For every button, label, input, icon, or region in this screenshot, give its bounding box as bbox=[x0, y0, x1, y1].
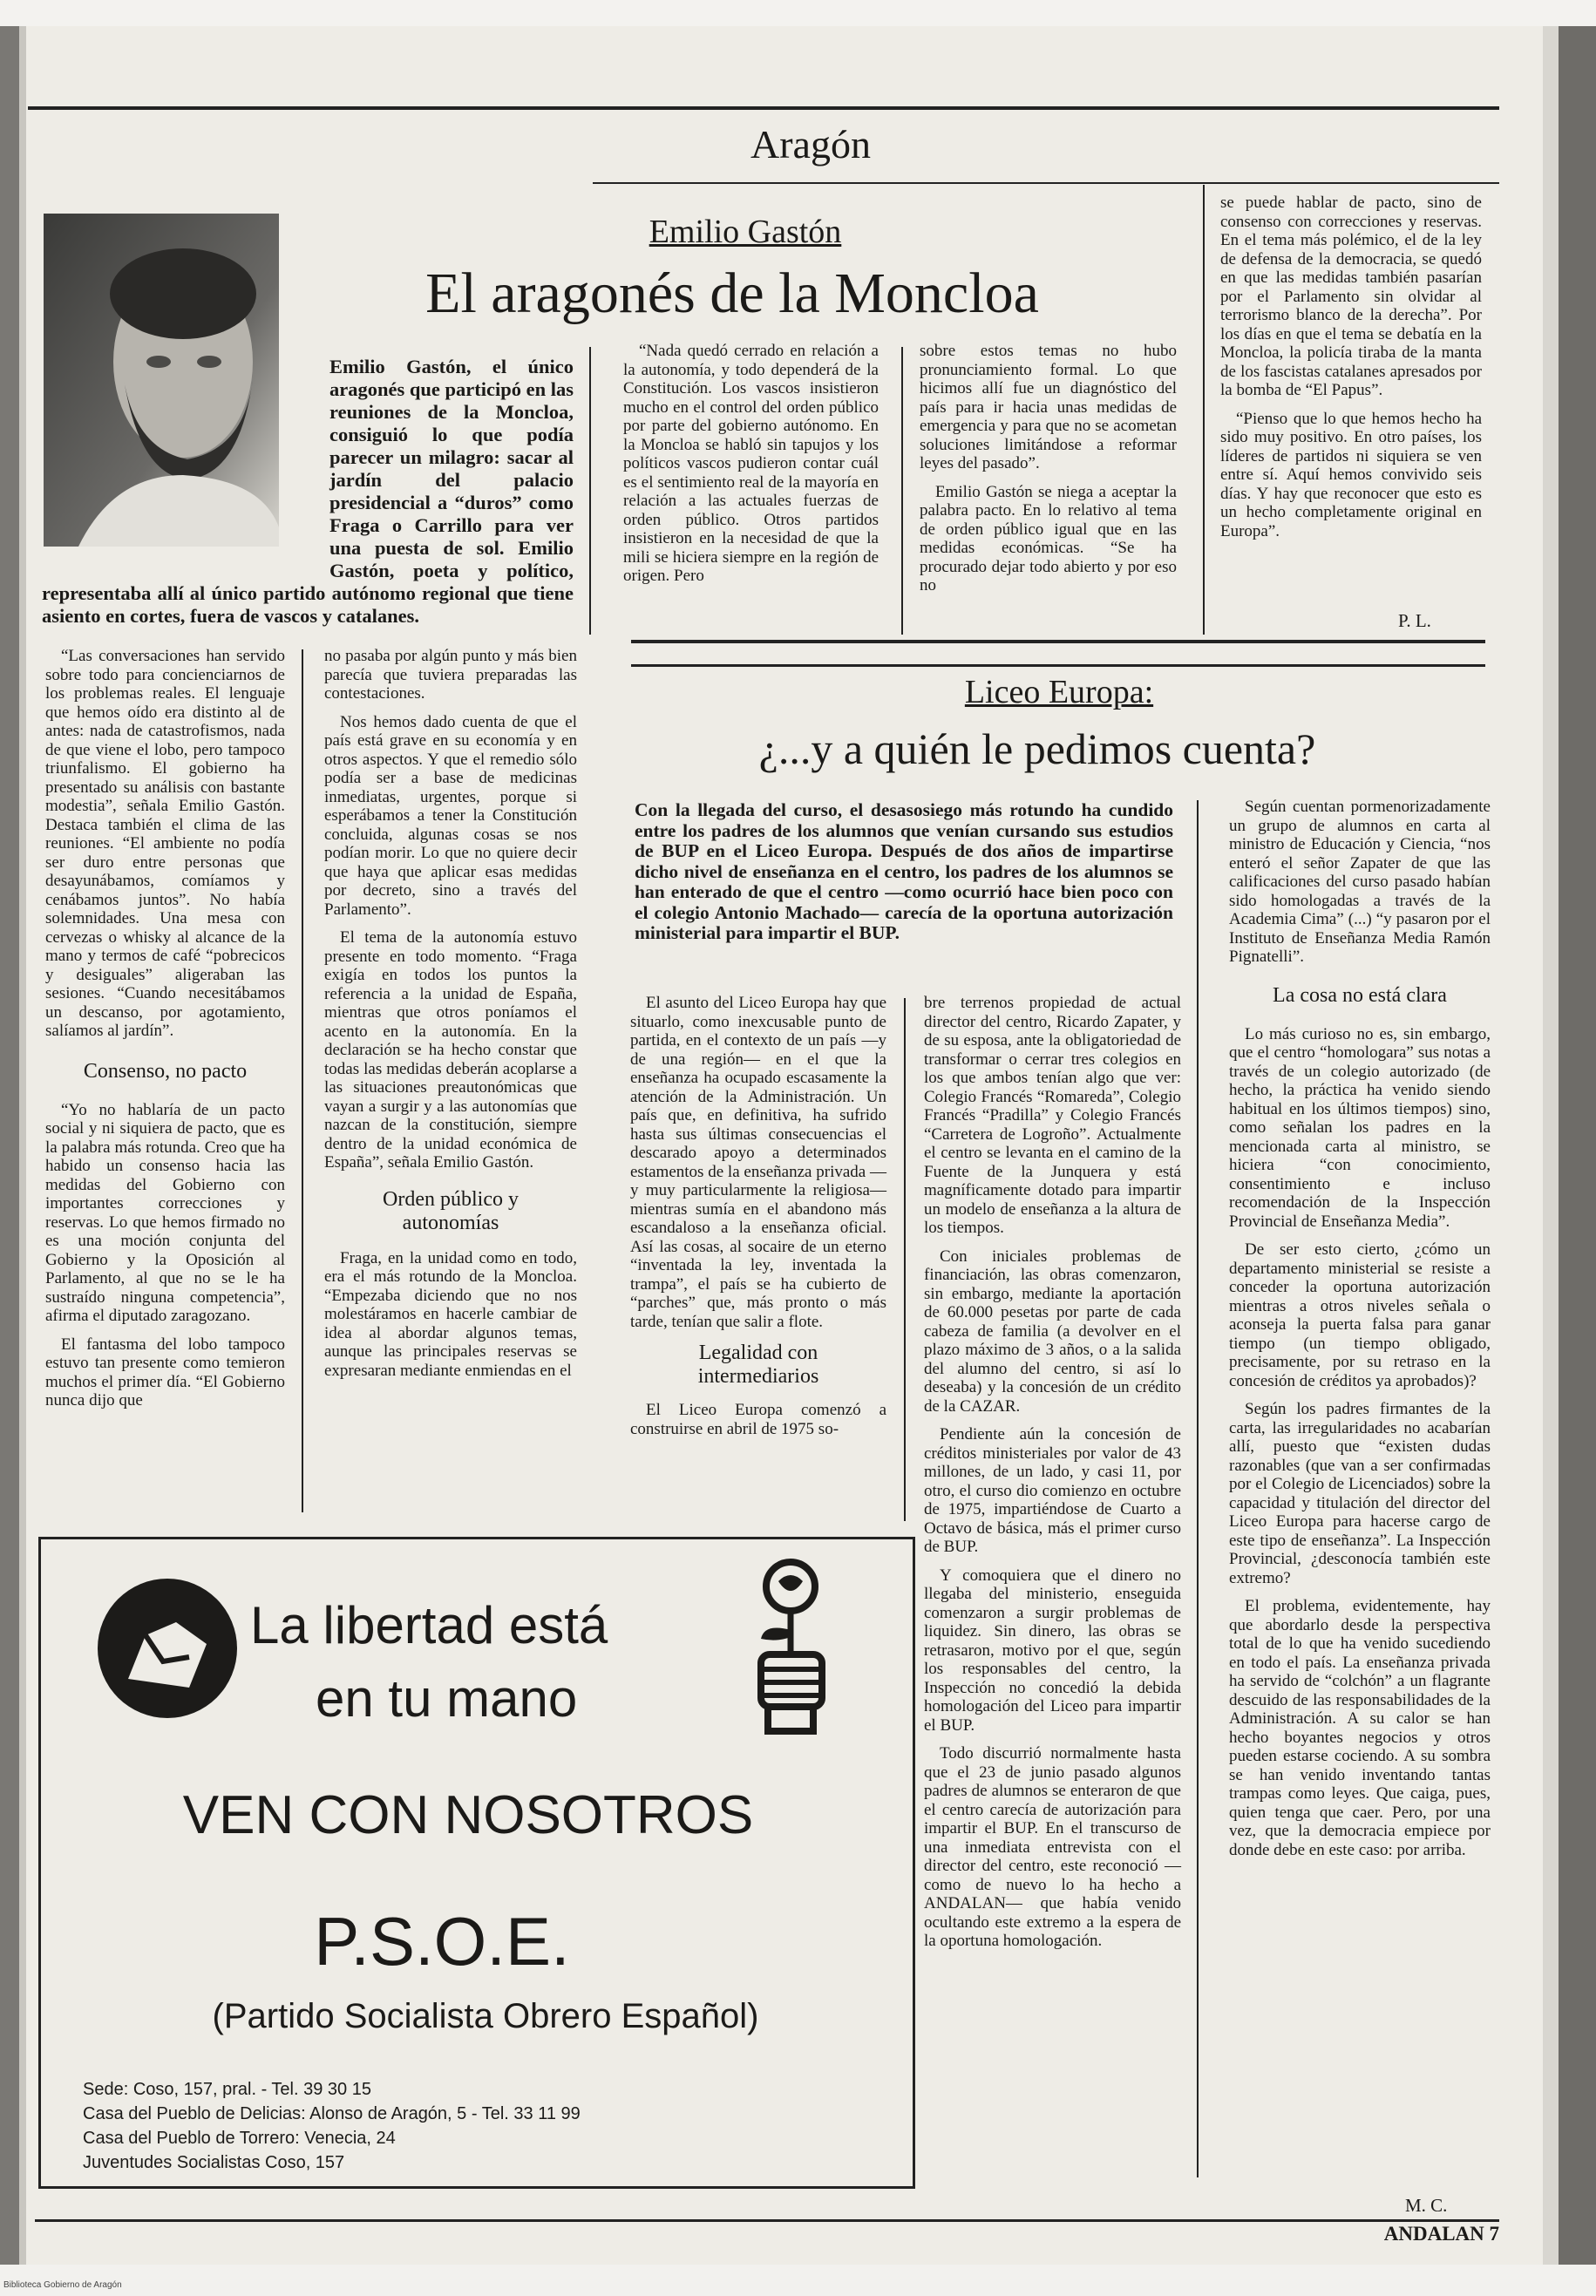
subhead-consenso: Consenso, no pacto bbox=[83, 1059, 248, 1083]
subhead-cosa: La cosa no está clara bbox=[1273, 983, 1447, 1007]
article1-colA bbox=[45, 647, 285, 1420]
paragraph: Y comoquiera que el dinero no llegaba del ministerio, enseguida comenzaron a surgir problemas de liquidez. Sin dinero, las obras se retrasaron, motivo por el que, según los responsables del centro, la Inspección no concedió la debida homologación del Liceo para impartir el BUP. bbox=[924, 1566, 1181, 1735]
paragraph: Pendiente aún la concesión de créditos ministeriales por valor de 43 millones, de un lado, y casi 11, por otro, el curso dio comienzo en octubre de 1975, impartiéndose de Cuarto a Octavo de básica, más el primer curso de BUP. bbox=[924, 1425, 1181, 1556]
header-rule bbox=[28, 106, 1499, 110]
ad-call: VEN CON NOSOTROS bbox=[182, 1785, 754, 1845]
paragraph: Todo discurrió normalmente hasta que el 23 de junio pasado algunos padres de alumnos se enteraron de que el centro carecía de autorización para impartir el BUP. En el transcurso de una inmediata entrevista con el director del centro, este reconoció —como de nuevo lo ha hecho a ANDALAN— que había venido ocultando este extremo a la espera de la oportuna homologación. bbox=[924, 1744, 1181, 1950]
footer-rule bbox=[35, 2219, 1499, 2222]
paragraph: Nos hemos dado cuenta de que el país está grave en su economía y en otros aspectos. Y que el remedio sólo podía ser a base de medicinas inmediatas, urgentes, porque si esperábamos a tener la Constitución concluida, algunas cosas se nos podían morir. Lo que no quiere decir que haya que aplicar esas medidas por decreto, sino a través del Parlamento”. bbox=[324, 712, 577, 919]
paragraph: se puede hablar de pacto, sino de consenso con correcciones y reservas. En el tema más polémico, el de la ley de defensa de la democracia, se quedó en que las medidas también pasarían por el Parlamento sin olvidar al terrorismo blanco de la derecha”. Por los días en que el tema se debatía en la Moncloa, la policía tiraba de la manta de los fascistas catalanes apresados por la bomba de “El Papus”. bbox=[1220, 194, 1482, 399]
paragraph: “Nada quedó cerrado en relación a la autonomía, y todo dependerá de la Constitución. Los vascos insistieron mucho en el control del orden público por parte del gobierno autónomo. En la Moncloa se habló sin tapujos y los políticos vascos pudieron contar cuál es el sentimiento real de la mayoría en relación a las actuales fuerzas de orden público. Otros partidos insistieron en la necesidad de que la mili se hiciera siempre en la región de origen. Pero bbox=[623, 342, 879, 585]
paragraph: sobre estos temas no hubo pronunciamiento formal. Lo que hicimos allí fue un diagnóstico del país para ir hacia unas medidas de emergencia y para que no se acometan soluciones limitándose a reformar leyes del pasado”. bbox=[920, 342, 1177, 472]
article1-lead bbox=[42, 356, 574, 628]
article1-top-col1 bbox=[623, 342, 879, 595]
rose-fist-icon bbox=[738, 1552, 843, 1735]
article1-lead-text: Emilio Gastón, el único aragonés que participó en las reuniones de la Moncloa, consiguió lo que podía parecer un milagro: sacar al jardín del palacio presidencial a “duros” como Fraga o Carrillo para ver una puesta de sol. Emilio Gastón, poeta y político, representaba allí al único partido autónomo regional que tiene asiento en cortes, fuera de vascos y catalanes. bbox=[42, 356, 574, 627]
hand-holding-rose-icon bbox=[93, 1574, 241, 1722]
subhead-legalidad: Legalidad con intermediarios bbox=[697, 1342, 819, 1388]
article1-top-col2 bbox=[920, 342, 1177, 605]
article1-byline: Emilio Gastón bbox=[649, 214, 842, 250]
article2-lead: Con la llegada del curso, el desasosiego más rotundo ha cundido entre los padres de los alumnos que venían cursando sus estudios de BUP en el Liceo Europa. Después de dos años de impartirse dicho nivel de enseñanza en el centro, los padres de los alumnos se han enterado de que el centro —como ocurrió hace bien poco con el colegio Antonio Machado— carecía de la oportuna autorización ministerial para impartir el BUP. bbox=[635, 799, 1173, 943]
paragraph: Según cuentan pormenorizadamente un grupo de alumnos en carta al ministro de Educación y Ciencia, “nos enteró el señor Zapater de que las calificaciones del curso pasado habían sido homologadas a través de la Academia Cima” (...) “y pasaron por el Instituto de Enseñanza Media Ramón Pignatelli”. bbox=[1229, 798, 1491, 966]
ad-headline-1: La libertad está bbox=[250, 1596, 608, 1654]
paragraph: no pasaba por algún punto y más bien parecía que tuviera preparadas las contestaciones. bbox=[324, 647, 577, 703]
paragraph: El asunto del Liceo Europa hay que situarlo, como inexcusable punto de partida, en el contexto de un país —y de una región— en el que la enseñanza ha ocupado escasamente la atención de la Administración. Un país que, en definitiva, ha sufrido hasta sus últimas consecuencias el descarado apoyo a determinados estamentos de la enseñanza privada —y muy particularmente la religiosa— mientras sumía en el abandono más escandaloso a la enseñanza oficial. Así las cosas, al socaire de un eterno “inventada la ley, inventada la trampa”, el país se ha cubierto de “parches” que, más pronto o más tarde, tenían que salir a flote. bbox=[630, 994, 886, 1331]
psoe-advertisement bbox=[38, 1537, 915, 2189]
col-rule bbox=[901, 347, 903, 635]
ad-headline-2: en tu mano bbox=[316, 1669, 578, 1728]
paragraph: El fantasma del lobo tampoco estuvo tan presente como temieron muchos el primer día. “El Gobierno nunca dijo que bbox=[45, 1335, 285, 1410]
article1-signature: P. L. bbox=[1398, 610, 1431, 631]
paragraph: El problema, evidentemente, hay que abordarlo desde la perspectiva total de lo que ha venido sucediendo en todo el país. La enseñanza privada ha servido de “colchón” a un flagrante descuido de las responsabilidades de la Administración. A su calor se han hecho boyantes negocios y otros pueden estarse cociendo. A su sombra se han venido inventando tantas trampas como leyes. Que caiga, pues, quien tenga que caer. Pero, por una vez, que la democracia empiece por donde debe en este caso: por arriba. bbox=[1229, 1597, 1491, 1859]
footer-watermark: Biblioteca Gobierno de Aragón bbox=[3, 2280, 122, 2290]
paragraph: Fraga, en la unidad como en todo, era el más rotundo de la Moncloa. “Empezaba diciendo que no nos molestáramos en hacerle cambiar de idea al abordar algunos temas, aunque las principales reservas se expresaran mediante enmiendas en el bbox=[324, 1248, 577, 1380]
col-rule bbox=[302, 649, 303, 1512]
paragraph: Según los padres firmantes de la carta, las irregularidades no acabarían allí, puesto que “existen dudas razonables (que van a ser confirmadas por el Colegio de Licenciados) sobre la capacidad y titulación del director del Liceo Europa para hacerse cargo de este tipo de enseñanza”. La Inspección Provincial, ¿desconocía también este extremo? bbox=[1229, 1400, 1491, 1587]
paragraph: Emilio Gastón se niega a aceptar la palabra pacto. En lo relativo al tema de orden público igual que en las medidas económicas. “Se ha procurado dejar todo abierto y por eso no bbox=[920, 482, 1177, 594]
paragraph: Con iniciales problemas de financiación, las obras comenzaron, sin embargo, mediante la aportación de 60.000 pesetas por parte de cada cabeza de familia (a devolver en el plazo máximo de 3 años, o a la salida del alumno del centro, si así lo deseaba) y la concesión de un crédito de la CAZAR. bbox=[924, 1246, 1181, 1416]
header-rule-thin bbox=[593, 182, 1499, 184]
ad-party: P.S.O.E. bbox=[314, 1903, 570, 1980]
article1-top-col3 bbox=[1220, 194, 1482, 550]
article2-title: ¿...y a quién le pedimos cuenta? bbox=[758, 724, 1316, 773]
col-rule bbox=[1197, 800, 1199, 2177]
article2-top-rule-2 bbox=[631, 664, 1485, 667]
article2-colC bbox=[630, 994, 886, 1448]
paragraph: “Pienso que lo que hemos hecho ha sido muy positivo. En otro países, los líderes de partidos ni siquiera se ven entre sí. Aquí hemos convivido seis días. Y hay que reconocer que esto es un hecho completamente original en Europa”. bbox=[1220, 409, 1482, 540]
col-rule bbox=[904, 998, 906, 1521]
article1-title: El aragonés de la Moncloa bbox=[425, 262, 1039, 325]
col-rule bbox=[589, 347, 591, 635]
paragraph: El tema de la autonomía estuvo presente en todo momento. “Fraga exigía en todos los puntos la referencia a la unidad de España, mientras que otros poníamos el acento en la autonomía. En la declaración se ha hecho constar que todas las medidas deberán acoplarse a las situaciones preautonómicas que vayan a surgir y a las autonomías que nazcan de la constitución, siempre dentro de la unidad económica de España”, señala Emilio Gastón. bbox=[324, 928, 577, 1172]
paragraph: Lo más curioso no es, sin embargo, que el centro “homologara” sus notas a través de un colegio autorizado (de hecho, la práctica ha venido siendo habitual en los últimos tiempos) sino, como señalan los padres en la mencionada carta al ministro, se hiciera “con conocimiento, consentimiento e incluso recomendación de la Inspección Provincial de Enseñanza Media”. bbox=[1229, 1024, 1491, 1231]
col-rule bbox=[1203, 185, 1205, 635]
ad-address-0: Sede: Coso, 157, pral. - Tel. 39 30 15 bbox=[83, 2080, 371, 2099]
ad-address-2: Casa del Pueblo de Torrero: Venecia, 24 bbox=[83, 2129, 396, 2148]
article2-colE bbox=[1229, 798, 1491, 1869]
ad-address-1: Casa del Pueblo de Delicias: Alonso de Aragón, 5 - Tel. 33 11 99 bbox=[83, 2104, 581, 2123]
ad-party-full: (Partido Socialista Obrero Español) bbox=[212, 1997, 759, 2035]
article2-kicker: Liceo Europa: bbox=[964, 674, 1154, 710]
article2-top-rule bbox=[631, 640, 1485, 643]
paragraph: De ser esto cierto, ¿cómo un departamento ministerial se resiste a conceder la oportuna autorización mientras a otros niveles señala o aconseja la puerta falsa para ganar tiempo (un tiempo obligado, precisamente, por su retraso en la concesión de créditos ya aprobados)? bbox=[1229, 1240, 1491, 1390]
paragraph: El Liceo Europa comenzó a construirse en abril de 1975 so- bbox=[630, 1401, 886, 1438]
ad-address-3: Juventudes Socialistas Coso, 157 bbox=[83, 2153, 345, 2172]
article1-colB bbox=[324, 647, 577, 1389]
subhead-orden: Orden público y autonomías bbox=[383, 1187, 519, 1234]
paragraph: “Las conversaciones han servido sobre todo para concienciarnos de los problemas reales. El lenguaje que hemos oído era distinto al de antes: nada de catastrofismos, nada de que viene el lobo, pero tampoco triunfalismo. El gobierno ha presentado su análisis con bastante modestia”, señala Emilio Gastón. Destaca también el clima de las reuniones. “El ambiente no podía ser duro entre personas que desayunábamos, comíamos y cenábamos juntos”. No había solemnidades. Una mesa con cervezas o whisky al alcance de la mano y termos de café “pobrecicos y desiguales” aligeraban las sesiones. “Cuando necesitábamos un descanso, por agotamiento, salíamos al jardín”. bbox=[45, 647, 285, 1040]
paragraph: bre terrenos propiedad de actual director del centro, Ricardo Zapater, y de su esposa, ante la obligatoriedad de transformar o cerrar tres colegios en los que ambos tenían algo que ver: Colegio Francés “Romareda”, Colegio Francés “Pradilla” y Colegio Francés “Carretera de Logroño”. Actualmente el centro se levanta en el camino de la Fuente de la Junquera y está magníficamente dotado para impartir un modelo de enseñanza a la altura de los tiempos. bbox=[924, 994, 1181, 1237]
paragraph: “Yo no hablaría de un pacto social y ni siquiera de pacto, que es la palabra más rotunda. Creo que ha habido un consenso hacia las medidas del Gobierno con importantes correcciones y reservas. Lo que hemos firmado no es una moción conjunta del Gobierno y la Oposición al Parlamento, al que no se le ha sustraído ninguna competencia”, afirma el diputado zaragozano. bbox=[45, 1100, 285, 1325]
article2-signature: M. C. bbox=[1405, 2195, 1448, 2216]
article2-colD bbox=[924, 994, 1181, 1960]
footer-publication: ANDALAN 7 bbox=[1383, 2223, 1499, 2245]
section-title: Aragón bbox=[750, 122, 871, 166]
